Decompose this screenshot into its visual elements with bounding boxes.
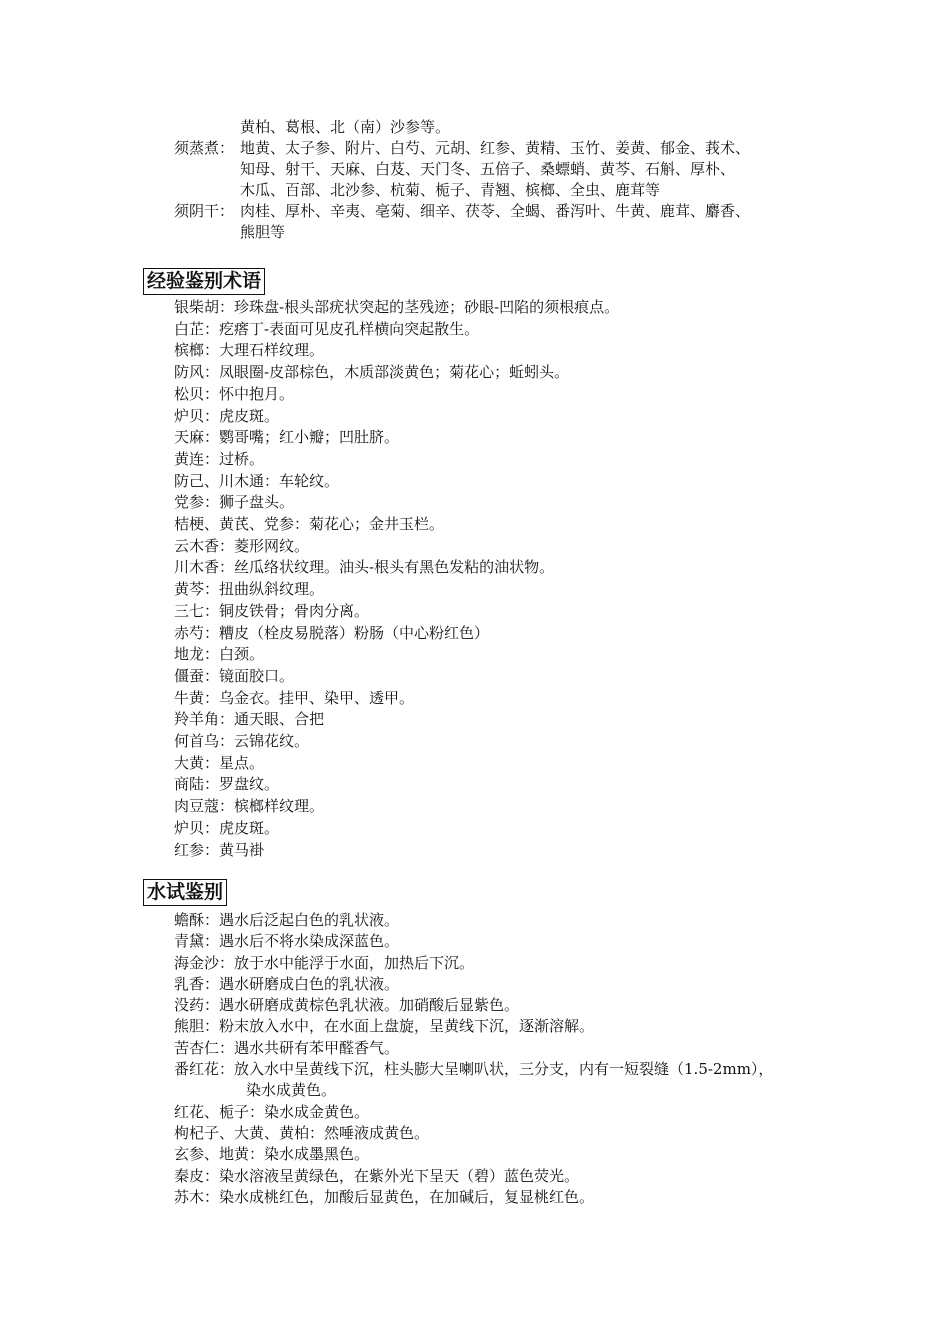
list-item: 防风：凤眼圈-皮部棕色，木质部淡黄色；菊花心；蚯蚓头。 <box>174 363 570 382</box>
list-item: 苏木：染水成桃红色，加酸后显黄色，在加碱后，复显桃红色。 <box>174 1187 595 1206</box>
list-item: 赤芍：糟皮（栓皮易脱落）粉肠（中心粉红色） <box>174 623 490 642</box>
steam-boil-row <box>174 138 750 201</box>
list-item: 番红花：放入水中呈黄线下沉，柱头膨大呈喇叭状，三分支，内有一短裂缝（1.5-2mm）， <box>174 1060 774 1079</box>
row-line: 熊胆等 <box>240 223 286 241</box>
list-item: 熊胆：粉末放入水中，在水面上盘旋，呈黄线下沉，逐渐溶解。 <box>174 1017 595 1036</box>
list-item: 银柴胡：珍珠盘-根头部疣状突起的茎残迹；砂眼-凹陷的须根痕点。 <box>174 298 620 316</box>
list-item: 黄连：过桥。 <box>174 449 265 468</box>
experience-terms-list <box>174 297 619 861</box>
storage-methods-block <box>174 117 750 243</box>
list-item: 苦杏仁：遇水共研有苯甲醛香气。 <box>174 1038 400 1057</box>
list-item: 没药：遇水研磨成黄棕色乳状液。加硝酸后显紫色。 <box>174 996 520 1015</box>
list-item: 三七：铜皮铁骨；骨肉分离。 <box>174 601 370 620</box>
list-item: 枸杞子、大黄、黄柏：然唾液成黄色。 <box>174 1123 430 1142</box>
list-item: 松贝：怀中抱月。 <box>174 384 295 403</box>
list-item: 槟榔：大理石样纹理。 <box>174 341 325 360</box>
list-item: 桔梗、黄芪、党参：菊花心；金井玉栏。 <box>174 515 445 534</box>
shade-dry-row <box>174 201 750 243</box>
row-line: 知母、射干、天麻、白芨、天门冬、五倍子、桑螵蛸、黄芩、石斛、厚朴、 <box>240 160 736 178</box>
list-item: 地龙：白颈。 <box>174 645 265 664</box>
list-item: 僵蚕：镜面胶口。 <box>174 666 295 685</box>
list-item: 炉贝：虎皮斑。 <box>174 818 280 837</box>
row-line: 木瓜、百部、北沙参、杭菊、栀子、青翘、槟榔、全虫、鹿茸等 <box>240 181 661 199</box>
list-item: 青黛：遇水后不将水染成深蓝色。 <box>174 932 400 951</box>
list-item: 云木香：菱形网纹。 <box>174 536 310 555</box>
list-item: 肉豆蔻：槟榔样纹理。 <box>174 797 325 816</box>
list-item-continuation: 染水成黄色。 <box>246 1081 337 1100</box>
list-item: 党参：狮子盘头。 <box>174 493 295 512</box>
list-item: 蟾酥：遇水后泛起白色的乳状液。 <box>174 911 400 929</box>
list-item: 牛黄：乌金衣。挂甲、染甲、透甲。 <box>174 688 415 707</box>
list-item: 红参：黄马褂 <box>174 840 265 859</box>
list-item: 羚羊角：通天眼、合把 <box>174 710 325 729</box>
list-item: 防己、川木通：车轮纹。 <box>174 471 340 490</box>
list-item: 黄芩：扭曲纵斜纹理。 <box>174 580 325 599</box>
row-label: 须蒸煮： <box>174 139 235 157</box>
list-item: 何首乌：云锦花纹。 <box>174 732 310 751</box>
list-item: 大黄：星点。 <box>174 753 265 772</box>
list-item: 海金沙：放于水中能浮于水面，加热后下沉。 <box>174 953 475 972</box>
water-test-list <box>174 910 773 1208</box>
row-content <box>240 138 750 201</box>
list-item: 川木香：丝瓜络状纹理。油头-根头有黑色发粘的油状物。 <box>174 558 555 577</box>
list-item: 乳香：遇水研磨成白色的乳状液。 <box>174 974 400 993</box>
list-item: 白芷：疙瘩丁-表面可见皮孔样横向突起散生。 <box>174 319 480 338</box>
list-item: 玄参、地黄：染水成墨黑色。 <box>174 1145 370 1164</box>
list-item: 商陆：罗盘纹。 <box>174 775 280 794</box>
section-heading-water-test: 水试鉴别 <box>143 879 227 906</box>
row-label: 须阴干： <box>174 202 235 220</box>
list-item: 秦皮：染水溶液呈黄绿色，在紫外光下呈天（碧）蓝色荧光。 <box>174 1166 580 1185</box>
continuation-line: 黄柏、葛根、北（南）沙参等。 <box>240 118 451 136</box>
list-item: 红花、栀子：染水成金黄色。 <box>174 1102 370 1121</box>
list-item: 炉贝：虎皮斑。 <box>174 406 280 425</box>
section-heading-experience-terms: 经验鉴别术语 <box>143 268 265 295</box>
list-item: 天麻：鹦哥嘴；红小瓣；凹肚脐。 <box>174 428 400 447</box>
row-content <box>240 201 750 243</box>
row-line: 地黄、太子参、附片、白芍、元胡、红参、黄精、玉竹、姜黄、郁金、莪术、 <box>240 139 751 157</box>
row-line: 肉桂、厚朴、辛夷、亳菊、细辛、茯苓、全蝎、番泻叶、牛黄、鹿茸、麝香、 <box>240 202 751 220</box>
